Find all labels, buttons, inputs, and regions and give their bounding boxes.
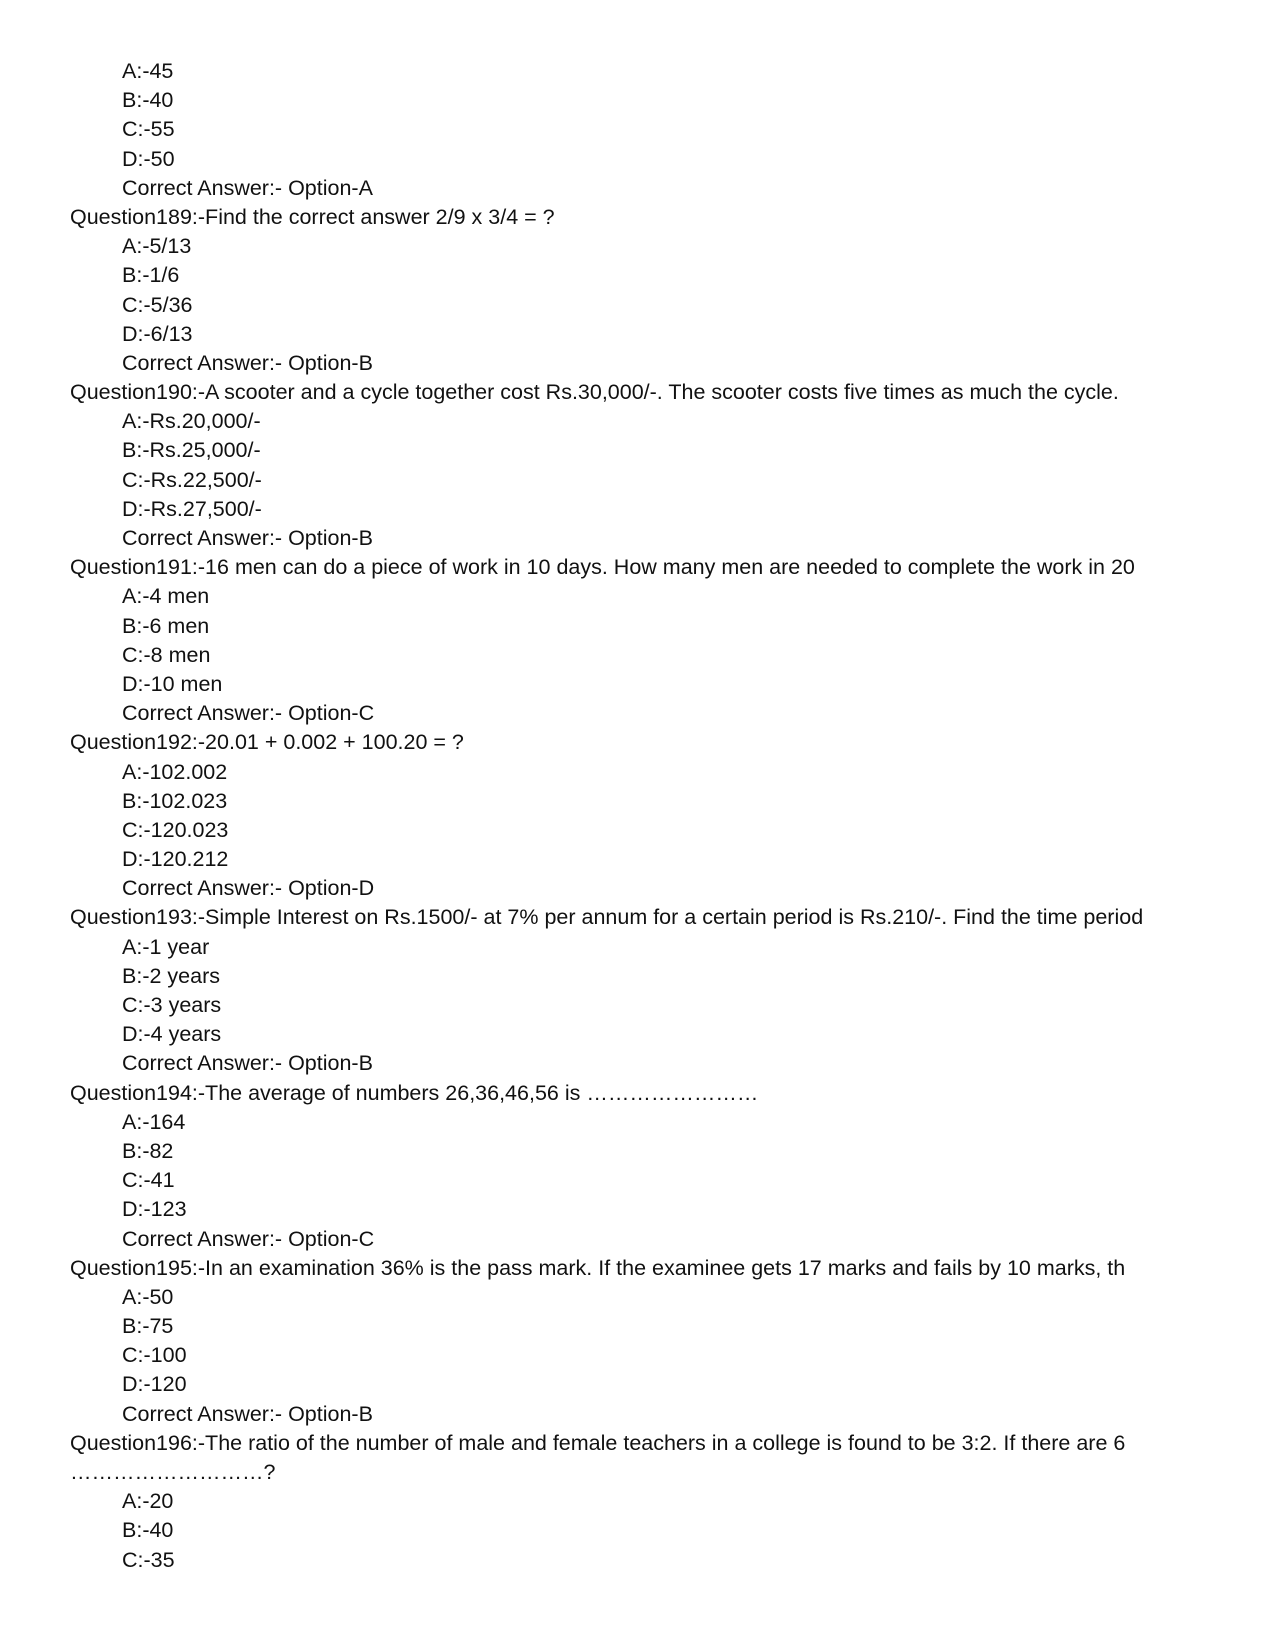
option-a: A:-5/13 [122,234,192,259]
option-a: A:-102.002 [122,759,228,784]
option-b: B:-2 years [122,963,220,988]
option-c: C:-55 [122,117,175,142]
option-b: B:-Rs.25,000/- [122,438,261,463]
option-d: D:-6/13 [122,321,193,346]
correct-answer: Correct Answer:- Option-B [122,1051,373,1076]
question-text: Question192:-20.01 + 0.002 + 100.20 = ? [70,730,464,755]
option-d: D:-123 [122,1197,187,1222]
option-d: D:-4 years [122,1022,222,1047]
option-a: A:-45 [122,59,174,83]
option-d: D:-Rs.27,500/- [122,496,262,521]
question-text: Question191:-16 men can do a piece of work in 10 days. How many men are needed to complete the work in 20 [70,555,1135,580]
option-c: C:-100 [122,1343,187,1368]
option-a: A:-4 men [122,584,210,609]
question-text: Question196:-The ratio of the number of male and female teachers in a college is found to be 3:2. If there are 6 [70,1430,1126,1455]
option-a: A:-20 [122,1489,174,1514]
option-c: C:-5/36 [122,292,193,317]
option-c: C:-Rs.22,500/- [122,467,262,492]
correct-answer: Correct Answer:- Option-D [122,876,375,901]
option-a: A:-164 [122,1109,186,1134]
correct-answer: Correct Answer:- Option-B [122,526,373,550]
option-b: B:-102.023 [122,788,228,813]
question-list [70,57,1210,1575]
correct-answer: Correct Answer:- Option-C [122,1226,375,1251]
option-b: B:-1/6 [122,263,180,288]
option-c: C:-41 [122,1168,175,1193]
question-text: Question193:-Simple Interest on Rs.1500/- at 7% per annum for a certain period is Rs.210/-. Find the time period [70,905,1144,930]
correct-answer: Correct Answer:- Option-C [122,701,375,726]
correct-answer: Correct Answer:- Option-B [122,1401,373,1426]
option-b: B:-82 [122,1138,174,1163]
option-d: D:-50 [122,146,175,171]
correct-answer: Correct Answer:- Option-A [122,175,373,200]
question-text: Question189:-Find the correct answer 2/9 x 3/4 = ? [70,204,555,229]
question-text-continuation: ………………………? [70,1460,276,1484]
option-c: C:-8 men [122,642,211,667]
option-b: B:-40 [122,88,174,113]
option-b: B:-75 [122,1314,174,1339]
option-a: A:-1 year [122,934,210,959]
option-c: C:-120.023 [122,817,229,842]
question-text: Question195:-In an examination 36% is the pass mark. If the examinee gets 17 marks and fails by 10 marks, th [70,1255,1126,1280]
option-d: D:-10 men [122,671,223,696]
correct-answer: Correct Answer:- Option-B [122,350,373,375]
option-b: B:-40 [122,1518,174,1543]
option-d: D:-120.212 [122,847,229,872]
question-text: Question190:-A scooter and a cycle together cost Rs.30,000/-. The scooter costs five times as much the cycle. [70,380,1119,405]
option-d: D:-120 [122,1372,187,1397]
option-c: C:-3 years [122,993,222,1017]
option-b: B:-6 men [122,613,210,638]
option-a: A:-Rs.20,000/- [122,409,261,434]
question-text: Question194:-The average of numbers 26,36,46,56 is …………………… [70,1080,759,1105]
option-c: C:-35 [122,1547,175,1572]
option-a: A:-50 [122,1284,174,1309]
